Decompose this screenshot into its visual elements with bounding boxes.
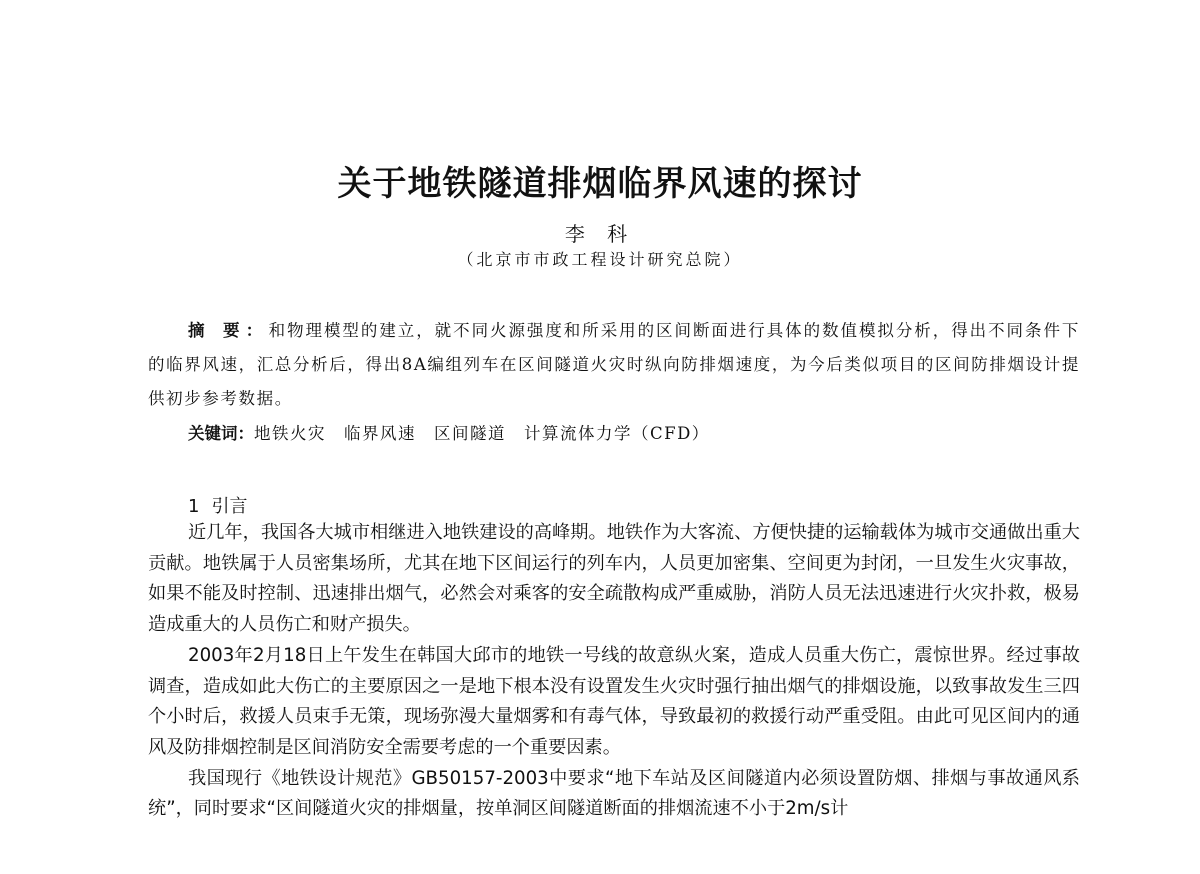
body-paragraph: 近几年，我国各大城市相继进入地铁建设的高峰期。地铁作为大客流、方便快捷的运输载体为城市交通做出重大贡献。地铁属于人员密集场所，尤其在地下区间运行的列车内，人员更加密集、空间更为封闭，一旦发生火灾事故，如果不能及时控制、迅速排出烟气，必然会对乘客的安全疏散构成严重威胁，消防人员无法迅速进行火灾扑救，极易造成重大的人员伤亡和财产损失。 [148,522,1080,636]
section-number: 1 [188,496,200,517]
keyword: 计算流体力学（CFD） [524,424,710,443]
section-title: 引言 [211,496,248,517]
body-text [148,518,1080,825]
keywords [188,420,728,444]
section-heading-introduction [188,492,247,518]
abstract-label: 摘 要： [188,321,269,340]
body-paragraph: 我国现行《地铁设计规范》GB50157-2003中要求“地下车站及区间隧道内必须设置防烟、排烟与事故通风系统”，同时要求“区间隧道火灾的排烟量，按单洞区间隧道断面的排烟流速不小于2m/s计 [148,767,1080,820]
abstract-text: 和物理模型的建立，就不同火源强度和所采用的区间断面进行具体的数值模拟分析，得出不同条件下的临界风速，汇总分析后，得出8A编组列车在区间隧道火灾时纵向防排烟速度，为今后类似项目的区间防排烟设计提供初步参考数据。 [148,321,1080,408]
paper-title: 关于地铁隧道排烟临界风速的探讨 [337,164,863,204]
abstract [148,314,1080,416]
author-affiliation: （北京市市政工程设计研究总院） [457,250,743,269]
keyword: 区间隧道 [434,424,506,443]
keyword: 地铁火灾 [254,424,326,443]
author-name: 李 科 [564,222,636,246]
body-paragraph: 2003年2月18日上午发生在韩国大邱市的地铁一号线的故意纵火案，造成人员重大伤亡，震惊世界。经过事故调查，造成如此大伤亡的主要原因之一是地下根本没有设置发生火灾时强行抽出烟气的排烟设施，以致事故发生三四个小时后，救援人员束手无策，现场弥漫大量烟雾和有毒气体，导致最初的救援行动严重受阻。由此可见区间内的通风及防排烟控制是区间消防安全需要考虑的一个重要因素。 [148,644,1080,758]
keyword: 临界风速 [344,424,416,443]
keywords-label: 关键词： [188,424,254,443]
